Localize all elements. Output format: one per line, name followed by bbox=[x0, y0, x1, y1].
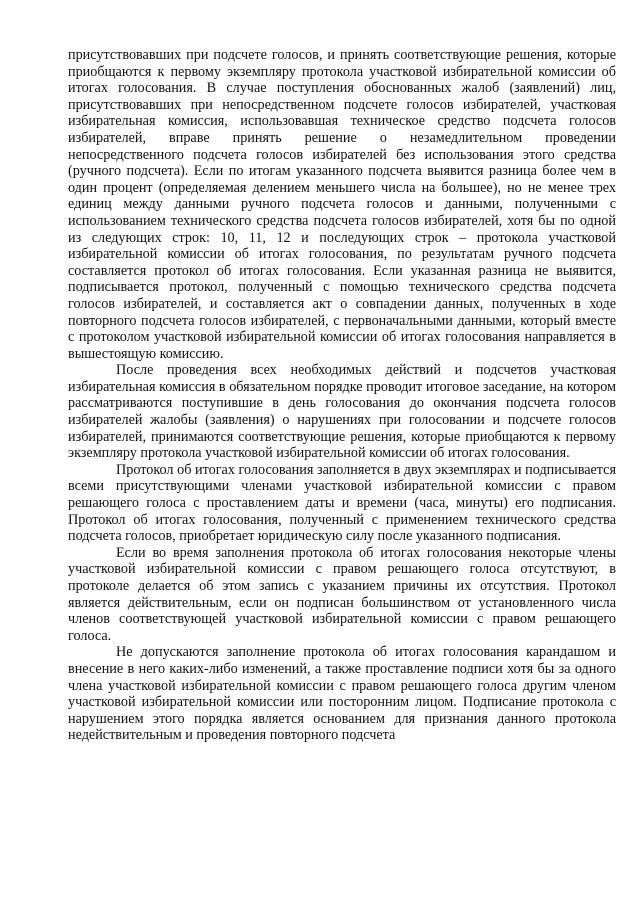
paragraph-final-meeting: После проведения всех необходимых действий и подсчетов участковая избирательная комиссия в обязательном порядке проводит итоговое заседание, на котором рассматриваются поступившие в день голосования до окончания подсчета голосов избирателей жалобы (заявления) о нарушениях при голосовании и подсчете голосов избирателей, принимаются соответствующие решения, которые приобщаются к первому экземпляру протокола участковой избирательной комиссии об итогах голосования. bbox=[68, 362, 616, 462]
paragraph-prohibitions: Не допускаются заполнение протокола об итогах голосования карандашом и внесение в него каких-либо изменений, а также проставление подписи хотя бы за одного члена участковой избирательной комиссии с правом решающего голоса другим членом участковой избирательной комиссии или посторонним лицом. Подписание протокола с нарушением этого порядка является основанием для признания данного протокола недействительным и проведения повторного подсчета bbox=[68, 644, 616, 744]
paragraph-protocol-signing: Протокол об итогах голосования заполняется в двух экземплярах и подписывается всеми присутствующими членами участковой избирательной комиссии с правом решающего голоса с проставлением даты и времени (часа, минуты) его подписания. Протокол об итогах голосования, полученный с применением технического средства подсчета голосов, приобретает юридическую силу после указанного подписания. bbox=[68, 461, 616, 545]
document-body bbox=[68, 47, 616, 744]
paragraph-continuation: присутствовавших при подсчете голосов, и принять соответствующие решения, которые приобщаются к первому экземпляру протокола участковой избирательной комиссии об итогах голосования. В случае поступления обоснованных жалоб (заявлений) лиц, присутствовавших при непосредственном подсчете голосов избирателей, участковая избирательная комиссия, использовавшая техническое средство подсчета голосов избирателей, вправе принять решение о незамедлительном проведении непосредственного подсчета голосов избирателей без использования этого средства (ручного подсчета). Если по итогам указанного подсчета выявится разница более чем в один процент (определяемая делением меньшего числа на большее), но не менее трех единиц между данными ручного подсчета голосов и данными, полученными с использованием технического средства подсчета голосов избирателей, хотя бы по одной из следующих строк: 10, 11, 12 и последующих строк – протокола участковой избирательной комиссии об итогах голосования, по результатам ручного подсчета составляется протокол об итогах голосования. Если указанная разница не выявится, подписывается протокол, полученный с помощью технического средства подсчета голосов избирателей, и составляется акт о совпадении данных, полученных в ходе повторного подсчета голосов избирателей, с первоначальными данными, который вместе с протоколом участковой избирательной комиссии об итогах голосования направляется в вышестоящую комиссию. bbox=[68, 47, 616, 362]
paragraph-absent-members: Если во время заполнения протокола об итогах голосования некоторые члены участковой избирательной комиссии с правом решающего голоса отсутствуют, в протоколе делается об этом запись с указанием причины их отсутствия. Протокол является действительным, если он подписан большинством от установленного числа членов соответствующей участковой избирательной комиссии с правом решающего голоса. bbox=[68, 544, 616, 644]
